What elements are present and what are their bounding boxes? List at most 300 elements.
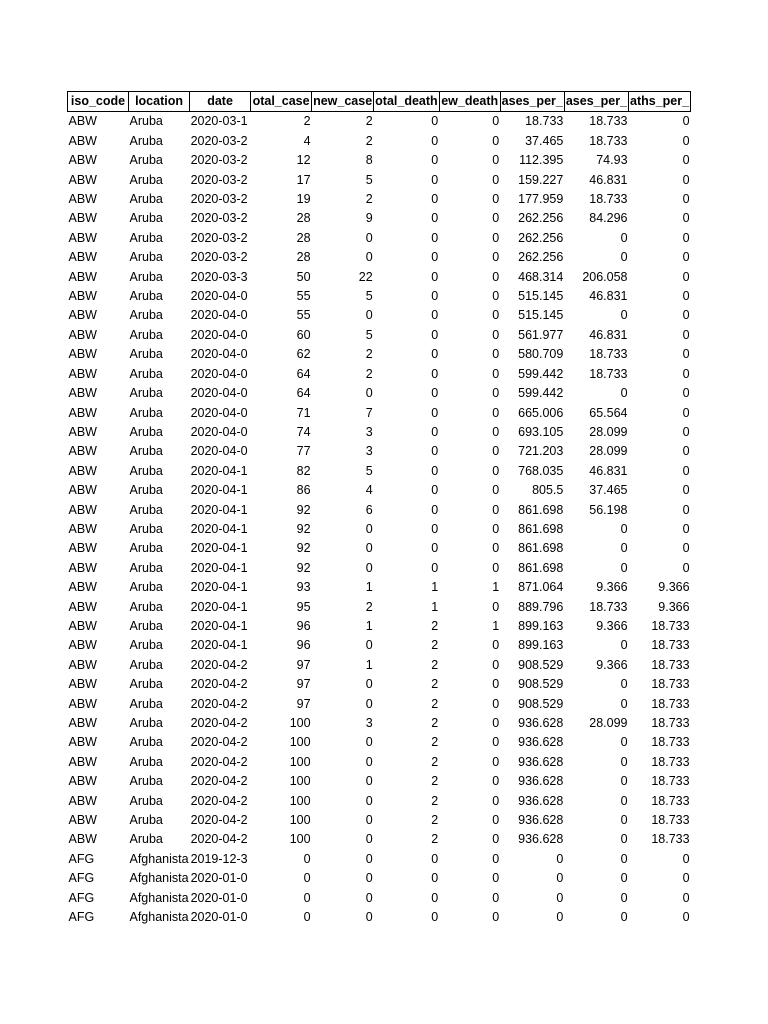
iso-code-cell: ABW bbox=[68, 735, 97, 750]
new-cases-per-million-cell: 0 bbox=[620, 910, 628, 925]
new-cases-cell: 0 bbox=[365, 832, 373, 847]
total-deaths-cell: 0 bbox=[431, 444, 439, 459]
total-deaths-cell: 0 bbox=[431, 851, 439, 866]
location-cell: Aruba bbox=[129, 638, 163, 653]
total-cases-per-million-cell: 665.006 bbox=[518, 405, 564, 420]
total-deaths-per-million-cell: 18.733 bbox=[651, 793, 690, 808]
new-cases-cell: 5 bbox=[365, 327, 373, 342]
total-deaths-per-million-cell: 0 bbox=[682, 327, 690, 342]
table-row bbox=[68, 753, 691, 772]
total-cases-per-million-cell: 177.959 bbox=[518, 192, 564, 207]
total-deaths-cell: 2 bbox=[431, 735, 439, 750]
table-row bbox=[68, 559, 691, 578]
location-cell: Aruba bbox=[129, 133, 163, 148]
total-deaths-per-million-cell: 0 bbox=[682, 347, 690, 362]
location-cell: Aruba bbox=[129, 211, 163, 226]
location-cell: Aruba bbox=[129, 444, 163, 459]
table-row bbox=[68, 384, 691, 403]
location-cell: Aruba bbox=[129, 230, 163, 245]
iso-code-cell: ABW bbox=[68, 444, 97, 459]
total-cases-cell: 86 bbox=[296, 483, 311, 498]
total-deaths-cell: 0 bbox=[431, 250, 439, 265]
total-deaths-per-million-cell: 0 bbox=[682, 463, 690, 478]
total-deaths-per-million-cell: 0 bbox=[682, 133, 690, 148]
total-cases-per-million-cell: 515.145 bbox=[518, 308, 564, 323]
date-cell: 2019-12-3 bbox=[190, 851, 248, 866]
date-cell: 2020-01-0 bbox=[190, 910, 248, 925]
iso-code-cell: ABW bbox=[68, 114, 97, 129]
new-cases-cell: 3 bbox=[365, 444, 373, 459]
location-cell: Aruba bbox=[129, 813, 163, 828]
header-new-cases-per-million: ases_per_ bbox=[564, 92, 628, 112]
location-cell: Aruba bbox=[129, 541, 163, 556]
total-deaths-cell: 0 bbox=[431, 366, 439, 381]
table-row bbox=[68, 889, 691, 908]
total-deaths-per-million-cell: 18.733 bbox=[651, 832, 690, 847]
total-deaths-per-million-cell: 0 bbox=[682, 541, 690, 556]
iso-code-cell: ABW bbox=[68, 386, 97, 401]
table-row bbox=[68, 423, 691, 442]
new-deaths-cell: 0 bbox=[492, 541, 500, 556]
iso-code-cell: ABW bbox=[68, 793, 97, 808]
total-deaths-cell: 2 bbox=[431, 677, 439, 692]
iso-code-cell: ABW bbox=[68, 463, 97, 478]
header-iso-code: iso_code bbox=[68, 92, 129, 112]
total-cases-cell: 92 bbox=[296, 541, 311, 556]
date-cell: 2020-04-1 bbox=[190, 599, 248, 614]
new-cases-cell: 0 bbox=[365, 813, 373, 828]
new-cases-per-million-cell: 28.099 bbox=[589, 444, 628, 459]
total-deaths-per-million-cell: 0 bbox=[682, 910, 690, 925]
location-cell: Afghanista bbox=[129, 851, 189, 866]
new-deaths-cell: 0 bbox=[492, 910, 500, 925]
total-deaths-per-million-cell: 0 bbox=[682, 308, 690, 323]
total-cases-cell: 100 bbox=[289, 754, 311, 769]
table-row bbox=[68, 171, 691, 190]
new-deaths-cell: 0 bbox=[492, 114, 500, 129]
new-cases-cell: 0 bbox=[365, 774, 373, 789]
new-cases-cell: 5 bbox=[365, 172, 373, 187]
total-cases-cell: 100 bbox=[289, 774, 311, 789]
total-cases-cell: 92 bbox=[296, 560, 311, 575]
header-new-cases: new_case bbox=[312, 92, 374, 112]
new-cases-per-million-cell: 0 bbox=[620, 754, 628, 769]
total-deaths-cell: 0 bbox=[431, 463, 439, 478]
total-cases-per-million-cell: 468.314 bbox=[518, 269, 564, 284]
new-cases-cell: 2 bbox=[365, 192, 373, 207]
total-deaths-per-million-cell: 18.733 bbox=[651, 618, 690, 633]
table-row bbox=[68, 248, 691, 267]
total-deaths-cell: 0 bbox=[431, 192, 439, 207]
total-cases-cell: 92 bbox=[296, 521, 311, 536]
total-cases-cell: 0 bbox=[303, 871, 311, 886]
location-cell: Aruba bbox=[129, 347, 163, 362]
new-deaths-cell: 0 bbox=[492, 793, 500, 808]
iso-code-cell: ABW bbox=[68, 696, 97, 711]
total-cases-cell: 4 bbox=[303, 133, 311, 148]
total-cases-cell: 0 bbox=[303, 851, 311, 866]
total-cases-per-million-cell: 599.442 bbox=[518, 366, 564, 381]
new-deaths-cell: 0 bbox=[492, 250, 500, 265]
new-deaths-cell: 0 bbox=[492, 483, 500, 498]
total-cases-per-million-cell: 599.442 bbox=[518, 386, 564, 401]
location-cell: Aruba bbox=[129, 250, 163, 265]
table-row bbox=[68, 772, 691, 791]
total-deaths-cell: 0 bbox=[431, 424, 439, 439]
total-deaths-per-million-cell: 0 bbox=[682, 269, 690, 284]
total-deaths-per-million-cell: 0 bbox=[682, 250, 690, 265]
location-cell: Aruba bbox=[129, 793, 163, 808]
new-cases-per-million-cell: 0 bbox=[620, 677, 628, 692]
new-cases-per-million-cell: 0 bbox=[620, 560, 628, 575]
total-cases-per-million-cell: 936.628 bbox=[518, 716, 564, 730]
total-cases-cell: 96 bbox=[296, 618, 311, 633]
table-row bbox=[68, 598, 691, 617]
total-deaths-per-million-cell: 9.366 bbox=[658, 599, 690, 614]
total-deaths-per-million-cell: 18.733 bbox=[651, 774, 690, 789]
date-cell: 2020-03-2 bbox=[190, 192, 248, 207]
total-deaths-cell: 0 bbox=[431, 347, 439, 362]
new-cases-cell: 0 bbox=[365, 851, 373, 866]
iso-code-cell: ABW bbox=[68, 133, 97, 148]
total-deaths-cell: 2 bbox=[431, 813, 439, 828]
total-deaths-per-million-cell: 18.733 bbox=[651, 754, 690, 769]
location-cell: Aruba bbox=[129, 327, 163, 342]
table-row bbox=[68, 908, 691, 927]
table-row bbox=[68, 830, 691, 849]
total-cases-cell: 64 bbox=[296, 386, 311, 401]
date-cell: 2020-04-1 bbox=[190, 521, 248, 536]
iso-code-cell: ABW bbox=[68, 618, 97, 633]
total-deaths-cell: 0 bbox=[431, 211, 439, 226]
iso-code-cell: ABW bbox=[68, 716, 97, 730]
total-deaths-cell: 0 bbox=[431, 541, 439, 556]
date-cell: 2020-01-0 bbox=[190, 871, 248, 886]
new-deaths-cell: 0 bbox=[492, 560, 500, 575]
location-cell: Aruba bbox=[129, 114, 163, 129]
new-deaths-cell: 0 bbox=[492, 754, 500, 769]
iso-code-cell: ABW bbox=[68, 599, 97, 614]
total-deaths-cell: 0 bbox=[431, 133, 439, 148]
total-deaths-cell: 0 bbox=[431, 386, 439, 401]
total-deaths-per-million-cell: 0 bbox=[682, 521, 690, 536]
total-cases-cell: 62 bbox=[296, 347, 311, 362]
new-deaths-cell: 0 bbox=[492, 774, 500, 789]
total-deaths-cell: 2 bbox=[431, 657, 439, 672]
total-deaths-per-million-cell: 0 bbox=[682, 114, 690, 129]
date-cell: 2020-01-0 bbox=[190, 890, 248, 905]
new-deaths-cell: 0 bbox=[492, 192, 500, 207]
iso-code-cell: ABW bbox=[68, 424, 97, 439]
iso-code-cell: ABW bbox=[68, 366, 97, 381]
total-cases-cell: 55 bbox=[296, 308, 311, 323]
new-cases-per-million-cell: 0 bbox=[620, 813, 628, 828]
table-row bbox=[68, 365, 691, 384]
total-cases-per-million-cell: 805.5 bbox=[532, 483, 564, 498]
total-deaths-per-million-cell: 0 bbox=[682, 172, 690, 187]
date-cell: 2020-04-2 bbox=[190, 832, 248, 847]
total-deaths-per-million-cell: 18.733 bbox=[651, 677, 690, 692]
new-deaths-cell: 0 bbox=[492, 327, 500, 342]
total-cases-per-million-cell: 768.035 bbox=[518, 463, 564, 478]
new-deaths-cell: 0 bbox=[492, 832, 500, 847]
new-cases-per-million-cell: 0 bbox=[620, 851, 628, 866]
new-deaths-cell: 0 bbox=[492, 133, 500, 148]
new-cases-cell: 1 bbox=[365, 618, 373, 633]
iso-code-cell: ABW bbox=[68, 405, 97, 420]
new-cases-cell: 5 bbox=[365, 289, 373, 304]
date-cell: 2020-04-0 bbox=[190, 289, 248, 304]
total-cases-per-million-cell: 0 bbox=[556, 910, 564, 925]
new-cases-cell: 6 bbox=[365, 502, 373, 517]
iso-code-cell: ABW bbox=[68, 677, 97, 692]
iso-code-cell: ABW bbox=[68, 521, 97, 536]
location-cell: Aruba bbox=[129, 832, 163, 847]
new-cases-cell: 0 bbox=[365, 560, 373, 575]
total-cases-cell: 2 bbox=[303, 114, 311, 129]
iso-code-cell: ABW bbox=[68, 269, 97, 284]
total-deaths-cell: 2 bbox=[431, 832, 439, 847]
total-cases-per-million-cell: 908.529 bbox=[518, 696, 564, 711]
total-deaths-per-million-cell: 0 bbox=[682, 230, 690, 245]
location-cell: Aruba bbox=[129, 405, 163, 420]
date-cell: 2020-04-1 bbox=[190, 463, 248, 478]
new-cases-cell: 8 bbox=[365, 153, 373, 168]
date-cell: 2020-04-1 bbox=[190, 560, 248, 575]
new-cases-cell: 9 bbox=[365, 211, 373, 226]
total-cases-per-million-cell: 936.628 bbox=[518, 735, 564, 750]
date-cell: 2020-04-1 bbox=[190, 502, 248, 517]
new-cases-per-million-cell: 0 bbox=[620, 308, 628, 323]
new-cases-per-million-cell: 9.366 bbox=[596, 580, 628, 595]
total-deaths-cell: 0 bbox=[431, 405, 439, 420]
new-cases-cell: 0 bbox=[365, 541, 373, 556]
location-cell: Aruba bbox=[129, 735, 163, 750]
new-deaths-cell: 0 bbox=[492, 871, 500, 886]
total-cases-cell: 60 bbox=[296, 327, 311, 342]
table-row bbox=[68, 695, 691, 714]
total-cases-per-million-cell: 561.977 bbox=[518, 327, 564, 342]
total-cases-per-million-cell: 871.064 bbox=[518, 580, 564, 595]
total-deaths-cell: 1 bbox=[431, 599, 439, 614]
table-row bbox=[68, 733, 691, 752]
total-deaths-per-million-cell: 18.733 bbox=[651, 716, 690, 730]
new-deaths-cell: 0 bbox=[492, 677, 500, 692]
total-deaths-cell: 2 bbox=[431, 716, 439, 730]
new-deaths-cell: 0 bbox=[492, 172, 500, 187]
total-cases-cell: 71 bbox=[296, 405, 311, 420]
new-deaths-cell: 0 bbox=[492, 289, 500, 304]
new-cases-per-million-cell: 74.93 bbox=[596, 153, 628, 168]
total-deaths-per-million-cell: 0 bbox=[682, 211, 690, 226]
new-deaths-cell: 0 bbox=[492, 890, 500, 905]
location-cell: Aruba bbox=[129, 463, 163, 478]
table-row bbox=[68, 229, 691, 248]
total-deaths-cell: 2 bbox=[431, 754, 439, 769]
new-cases-per-million-cell: 28.099 bbox=[589, 424, 628, 439]
location-cell: Aruba bbox=[129, 269, 163, 284]
new-deaths-cell: 0 bbox=[492, 813, 500, 828]
location-cell: Afghanista bbox=[129, 890, 189, 905]
date-cell: 2020-04-2 bbox=[190, 793, 248, 808]
new-deaths-cell: 0 bbox=[492, 347, 500, 362]
total-deaths-per-million-cell: 18.733 bbox=[651, 638, 690, 653]
total-cases-cell: 28 bbox=[296, 250, 311, 265]
total-cases-per-million-cell: 18.733 bbox=[525, 114, 564, 129]
location-cell: Aruba bbox=[129, 560, 163, 575]
total-cases-per-million-cell: 908.529 bbox=[518, 657, 564, 672]
total-cases-per-million-cell: 861.698 bbox=[518, 541, 564, 556]
total-deaths-cell: 0 bbox=[431, 560, 439, 575]
total-cases-cell: 100 bbox=[289, 716, 311, 730]
location-cell: Aruba bbox=[129, 289, 163, 304]
table-row bbox=[68, 656, 691, 675]
total-cases-per-million-cell: 721.203 bbox=[518, 444, 564, 459]
new-deaths-cell: 0 bbox=[492, 405, 500, 420]
total-deaths-cell: 2 bbox=[431, 638, 439, 653]
new-cases-per-million-cell: 18.733 bbox=[589, 599, 628, 614]
iso-code-cell: ABW bbox=[68, 657, 97, 672]
new-cases-per-million-cell: 37.465 bbox=[589, 483, 628, 498]
table-row bbox=[68, 617, 691, 636]
date-cell: 2020-04-2 bbox=[190, 696, 248, 711]
date-cell: 2020-04-0 bbox=[190, 308, 248, 323]
total-cases-cell: 97 bbox=[296, 696, 311, 711]
table-row bbox=[68, 442, 691, 461]
total-deaths-per-million-cell: 0 bbox=[682, 153, 690, 168]
new-deaths-cell: 0 bbox=[492, 716, 500, 730]
location-cell: Aruba bbox=[129, 774, 163, 789]
total-cases-per-million-cell: 936.628 bbox=[518, 813, 564, 828]
total-cases-per-million-cell: 936.628 bbox=[518, 832, 564, 847]
total-cases-per-million-cell: 861.698 bbox=[518, 521, 564, 536]
new-cases-cell: 0 bbox=[365, 871, 373, 886]
date-cell: 2020-04-2 bbox=[190, 774, 248, 789]
date-cell: 2020-04-1 bbox=[190, 483, 248, 498]
new-deaths-cell: 0 bbox=[492, 153, 500, 168]
total-cases-cell: 64 bbox=[296, 366, 311, 381]
table-row bbox=[68, 539, 691, 558]
total-deaths-cell: 0 bbox=[431, 910, 439, 925]
total-cases-per-million-cell: 899.163 bbox=[518, 638, 564, 653]
total-cases-per-million-cell: 936.628 bbox=[518, 754, 564, 769]
date-cell: 2020-04-0 bbox=[190, 444, 248, 459]
total-cases-per-million-cell: 861.698 bbox=[518, 502, 564, 517]
new-cases-cell: 0 bbox=[365, 677, 373, 692]
total-deaths-per-million-cell: 0 bbox=[682, 444, 690, 459]
total-cases-cell: 100 bbox=[289, 793, 311, 808]
total-deaths-per-million-cell: 0 bbox=[682, 366, 690, 381]
location-cell: Aruba bbox=[129, 308, 163, 323]
date-cell: 2020-03-2 bbox=[190, 153, 248, 168]
total-deaths-cell: 2 bbox=[431, 793, 439, 808]
table-row bbox=[68, 112, 691, 132]
date-cell: 2020-04-2 bbox=[190, 716, 248, 730]
new-cases-per-million-cell: 0 bbox=[620, 250, 628, 265]
new-deaths-cell: 0 bbox=[492, 851, 500, 866]
date-cell: 2020-03-2 bbox=[190, 172, 248, 187]
table-row bbox=[68, 345, 691, 364]
total-deaths-per-million-cell: 18.733 bbox=[651, 735, 690, 750]
total-deaths-per-million-cell: 0 bbox=[682, 483, 690, 498]
location-cell: Aruba bbox=[129, 754, 163, 769]
total-deaths-per-million-cell: 0 bbox=[682, 890, 690, 905]
header-total-deaths-per-million: aths_per_ bbox=[629, 92, 691, 112]
location-cell: Aruba bbox=[129, 192, 163, 207]
iso-code-cell: ABW bbox=[68, 832, 97, 847]
new-cases-per-million-cell: 0 bbox=[620, 638, 628, 653]
table-row bbox=[68, 850, 691, 869]
new-deaths-cell: 0 bbox=[492, 502, 500, 517]
table-row bbox=[68, 501, 691, 520]
new-cases-per-million-cell: 28.099 bbox=[589, 716, 628, 730]
data-table bbox=[67, 91, 691, 927]
total-deaths-cell: 0 bbox=[431, 327, 439, 342]
total-cases-cell: 17 bbox=[296, 172, 311, 187]
new-deaths-cell: 0 bbox=[492, 521, 500, 536]
new-cases-per-million-cell: 0 bbox=[620, 890, 628, 905]
new-deaths-cell: 0 bbox=[492, 230, 500, 245]
total-cases-per-million-cell: 37.465 bbox=[525, 133, 564, 148]
header-total-cases-per-million: ases_per_ bbox=[500, 92, 564, 112]
date-cell: 2020-04-2 bbox=[190, 813, 248, 828]
header-total-cases: otal_case bbox=[251, 92, 312, 112]
iso-code-cell: ABW bbox=[68, 250, 97, 265]
new-cases-cell: 1 bbox=[365, 657, 373, 672]
total-deaths-cell: 2 bbox=[431, 774, 439, 789]
total-deaths-cell: 0 bbox=[431, 871, 439, 886]
new-cases-cell: 0 bbox=[365, 910, 373, 925]
location-cell: Aruba bbox=[129, 424, 163, 439]
new-cases-per-million-cell: 0 bbox=[620, 735, 628, 750]
new-cases-per-million-cell: 0 bbox=[620, 832, 628, 847]
new-cases-per-million-cell: 18.733 bbox=[589, 114, 628, 129]
table-row bbox=[68, 306, 691, 325]
new-deaths-cell: 0 bbox=[492, 696, 500, 711]
total-cases-per-million-cell: 580.709 bbox=[518, 347, 564, 362]
location-cell: Aruba bbox=[129, 599, 163, 614]
total-cases-cell: 50 bbox=[296, 269, 311, 284]
total-cases-cell: 93 bbox=[296, 580, 311, 595]
table-row bbox=[68, 462, 691, 481]
new-cases-per-million-cell: 46.831 bbox=[589, 289, 628, 304]
table-row bbox=[68, 132, 691, 151]
new-cases-per-million-cell: 46.831 bbox=[589, 463, 628, 478]
new-cases-cell: 3 bbox=[365, 424, 373, 439]
total-cases-cell: 77 bbox=[296, 444, 311, 459]
new-cases-per-million-cell: 0 bbox=[620, 793, 628, 808]
location-cell: Aruba bbox=[129, 580, 163, 595]
table-body bbox=[68, 112, 691, 928]
date-cell: 2020-04-1 bbox=[190, 541, 248, 556]
total-cases-cell: 100 bbox=[289, 832, 311, 847]
new-cases-per-million-cell: 0 bbox=[620, 541, 628, 556]
new-cases-per-million-cell: 18.733 bbox=[589, 192, 628, 207]
new-cases-cell: 5 bbox=[365, 463, 373, 478]
total-cases-cell: 55 bbox=[296, 289, 311, 304]
new-cases-per-million-cell: 84.296 bbox=[589, 211, 628, 226]
table-row bbox=[68, 151, 691, 170]
total-cases-per-million-cell: 0 bbox=[556, 890, 564, 905]
new-cases-per-million-cell: 0 bbox=[620, 521, 628, 536]
new-cases-cell: 0 bbox=[365, 754, 373, 769]
date-cell: 2020-03-2 bbox=[190, 133, 248, 148]
total-cases-cell: 74 bbox=[296, 424, 311, 439]
date-cell: 2020-04-0 bbox=[190, 405, 248, 420]
total-deaths-cell: 0 bbox=[431, 521, 439, 536]
new-cases-cell: 0 bbox=[365, 230, 373, 245]
new-cases-per-million-cell: 0 bbox=[620, 230, 628, 245]
